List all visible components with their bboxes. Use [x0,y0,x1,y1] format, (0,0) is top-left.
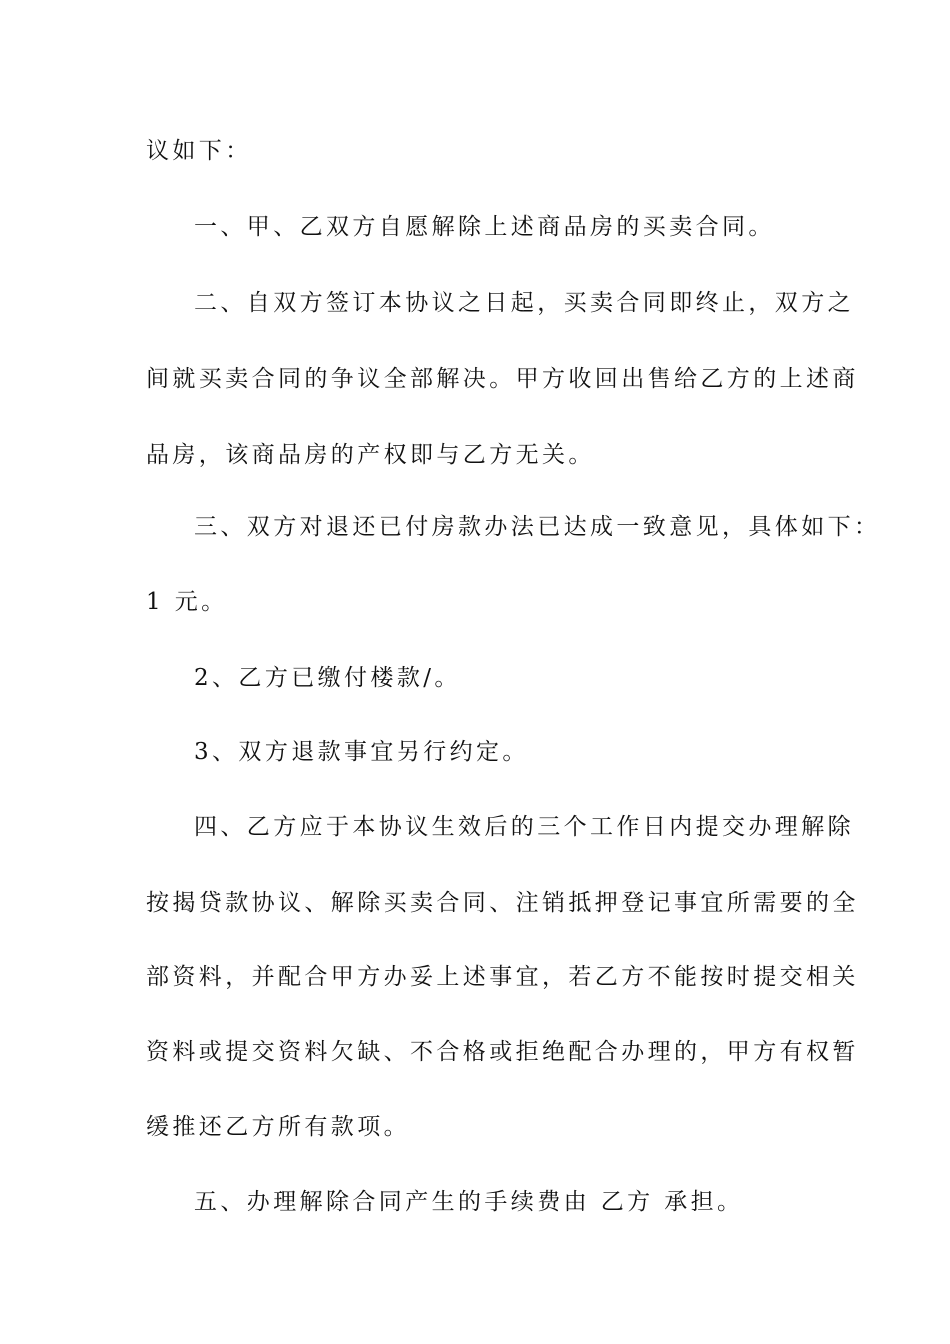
text-line: 缓推还乙方所有款项。 [146,1114,410,1140]
clause-5: 五、办理解除合同产生的手续费由 乙方 承担。 [194,1189,744,1215]
text-line: 部资料，并配合甲方办妥上述事宜，若乙方不能按时提交相关 [146,964,859,990]
clause-2: 二、自双方签订本协议之日起，买卖合同即终止，双方之 [194,290,854,316]
text-line: 资料或提交资料欠缺、不合格或拒绝配合办理的，甲方有权暂 [146,1039,859,1065]
list-item: 3、双方退款事宜另行约定。 [194,739,529,765]
text-line: 间就买卖合同的争议全部解决。甲方收回出售给乙方的上述商 [146,366,859,392]
list-item: 2、乙方已缴付楼款/。 [194,665,461,691]
text-line: 按揭贷款协议、解除买卖合同、注销抵押登记事宜所需要的全 [146,890,859,916]
clause-1: 一、甲、乙双方自愿解除上述商品房的买卖合同。 [194,214,775,240]
text-line: 品房，该商品房的产权即与乙方无关。 [146,442,595,468]
text-line: 议如下： [146,138,252,164]
clause-3: 三、双方对退还已付房款办法已达成一致意见，具体如下： [194,514,881,540]
text-line: 1 元。 [146,589,228,615]
clause-4: 四、乙方应于本协议生效后的三个工作日内提交办理解除 [194,814,854,840]
